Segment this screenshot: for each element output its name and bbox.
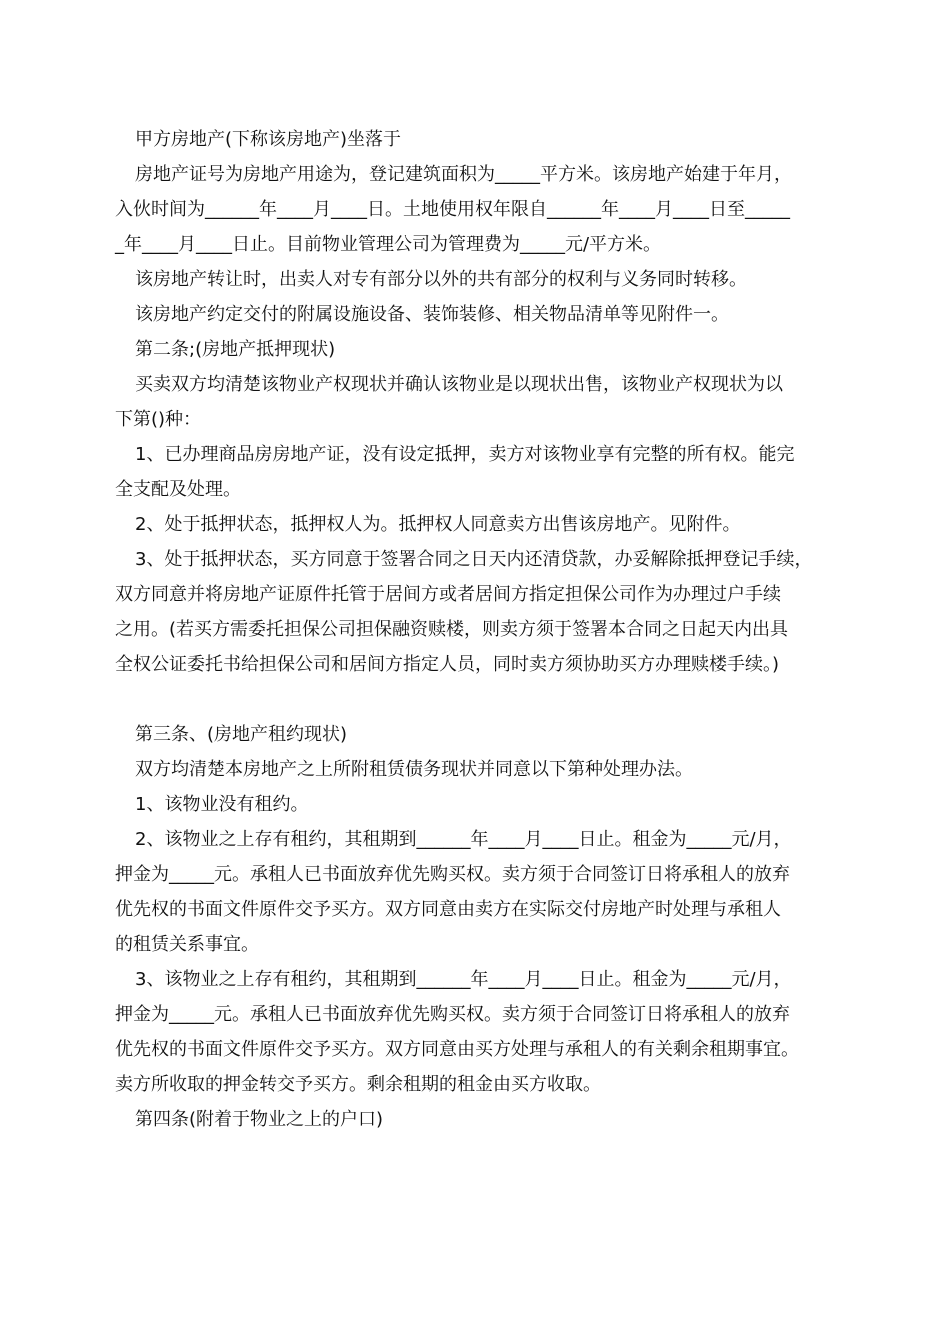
paragraph-ownership-status-cont: 下第()种：: [115, 409, 202, 430]
paragraph-transfer: 该房地产转让时，出卖人对专有部分以外的共有部分的权利与义务同时转移。: [135, 269, 747, 290]
lease-item-2-cont-2: 优先权的书面文件原件交予买方。双方同意由卖方在实际交付房地产时处理与承租人: [115, 899, 781, 920]
item-3-cont-3: 全权公证委托书给担保公司和居间方指定人员，同时卖方须协助买方办理赎楼手续。): [115, 654, 780, 675]
item-3-cont-2: 之用。(若买方需委托担保公司担保融资赎楼，则卖方须于签署本合同之日起天内出具: [115, 619, 789, 640]
document-body: [115, 122, 845, 1137]
paragraph-location: 甲方房地产(下称该房地产)坐落于: [135, 129, 402, 150]
paragraph-certificate: 房地产证号为房地产用途为，登记建筑面积为_____平方米。该房地产始建于年月，: [135, 164, 792, 185]
item-2-mortgaged: 2、处于抵押状态，抵押权人为。抵押权人同意卖方出售该房地产。见附件。: [135, 514, 741, 535]
paragraph-move-in: 入伙时间为______年____月____日。土地使用权年限自______年____月____日至_____: [115, 199, 790, 220]
paragraph-management: _年____月____日止。目前物业管理公司为管理费为_____元/平方米。: [115, 234, 662, 255]
paragraph-attachment: 该房地产约定交付的附属设施设备、装饰装修、相关物品清单等见附件一。: [135, 304, 729, 325]
article-2-heading: 第二条;(房地产抵押现状): [135, 339, 336, 360]
item-1-no-mortgage-cont: 全支配及处理。: [115, 479, 241, 500]
item-3-mortgaged-buyer: 3、处于抵押状态，买方同意于签署合同之日天内还清贷款，办妥解除抵押登记手续，: [135, 549, 813, 570]
item-3-cont-1: 双方同意并将房地产证原件托管于居间方或者居间方指定担保公司作为办理过户手续: [115, 584, 781, 605]
lease-item-2-cont-1: 押金为_____元。承租人已书面放弃优先购买权。卖方须于合同签订日将承租人的放弃: [115, 864, 790, 885]
paragraph-lease-status: 双方均清楚本房地产之上所附租赁债务现状并同意以下第种处理办法。: [135, 759, 693, 780]
lease-item-2-cont-3: 的租赁关系事宜。: [115, 934, 259, 955]
lease-item-3-cont-3: 卖方所收取的押金转交予买方。剩余租期的租金由买方收取。: [115, 1074, 601, 1095]
lease-item-3-cont-1: 押金为_____元。承租人已书面放弃优先购买权。卖方须于合同签订日将承租人的放弃: [115, 1004, 790, 1025]
item-1-no-mortgage: 1、已办理商品房房地产证，没有设定抵押，卖方对该物业享有完整的所有权。能完: [135, 444, 795, 465]
paragraph-ownership-status: 买卖双方均清楚该物业产权现状并确认该物业是以现状出售，该物业产权现状为以: [135, 374, 783, 395]
lease-item-3-cont-2: 优先权的书面文件原件交予买方。双方同意由买方处理与承租人的有关剩余租期事宜。: [115, 1039, 799, 1060]
article-3-heading: 第三条、(房地产租约现状): [135, 724, 348, 745]
article-4-heading: 第四条(附着于物业之上的户口): [135, 1109, 384, 1130]
lease-item-3: 3、该物业之上存有租约，其租期到______年____月____日止。租金为_____元/月，: [135, 969, 792, 990]
lease-item-1: 1、该物业没有租约。: [135, 794, 309, 815]
lease-item-2: 2、该物业之上存有租约，其租期到______年____月____日止。租金为_____元/月，: [135, 829, 792, 850]
blank-line: [115, 682, 845, 717]
